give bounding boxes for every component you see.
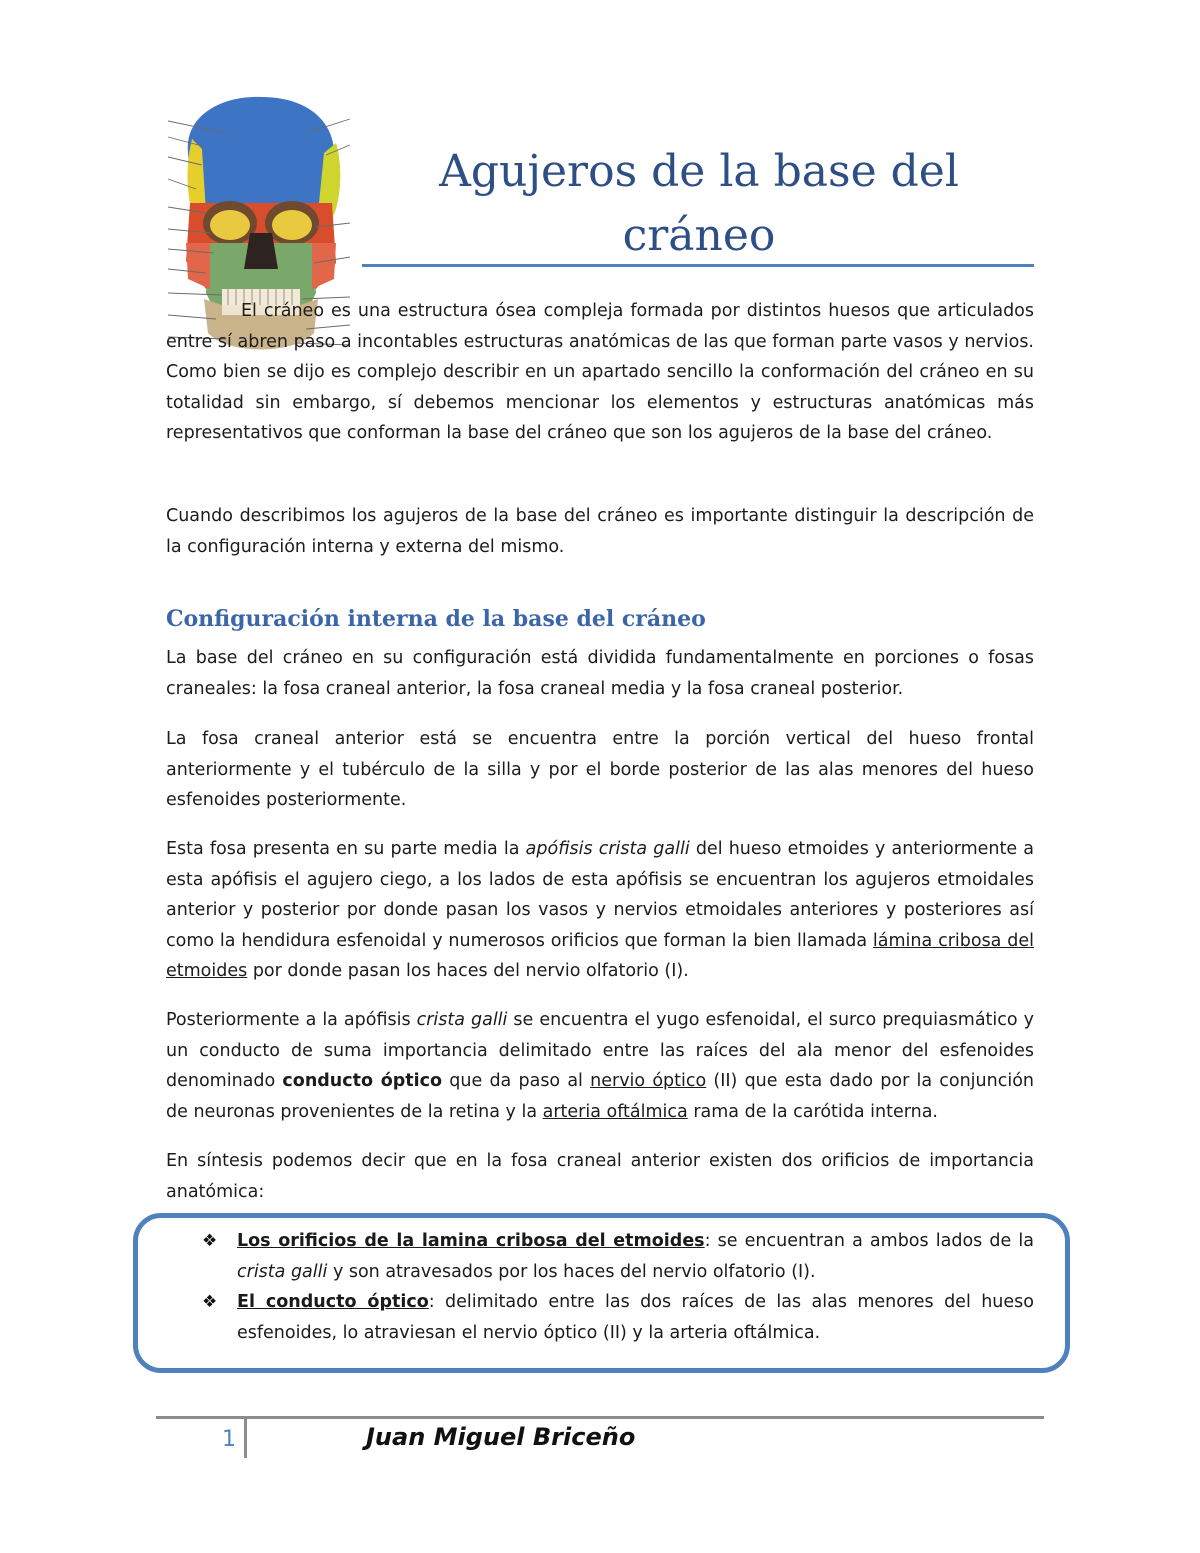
text-run: : delimitado entre las dos raíces de las alas menores del hueso esfenoides, lo atraviesan el nervio óptico (II) y la arteria oftálmica.: [237, 1292, 1034, 1343]
footer-divider: [244, 1416, 247, 1458]
synthesis-paragraph: En síntesis podemos decir que en la fosa craneal anterior existen dos orificios de importancia anatómica:: [166, 1151, 1034, 1202]
author-name: Juan Miguel Briceño: [366, 1423, 636, 1451]
list-item: [200, 1226, 1034, 1287]
crista-galli-paragraph: [166, 834, 1034, 987]
diamond-bullet-icon: ❖: [202, 1231, 218, 1251]
page-title: Agujeros de la base del cráneo: [439, 146, 959, 261]
underlined-term: nervio óptico: [590, 1071, 707, 1092]
text-run: se encuentra el yugo esfenoidal, el surco prequiasmático y un conducto de suma importancia delimitado entre las raíces del ala menor del esfenoides denominado: [166, 1010, 1034, 1092]
text-run: por donde pasan los haces del nervio olfatorio (I).: [247, 961, 689, 982]
text-run: y son atravesados por los haces del nervio olfatorio (I).: [327, 1261, 816, 1282]
underlined-term: arteria oftálmica: [542, 1101, 688, 1122]
title-underline: [362, 264, 1034, 267]
posterior-paragraph: [166, 1005, 1034, 1127]
describe-paragraph: Cuando describimos los agujeros de la base del cráneo es importante distinguir la descripción de la configuración interna y externa del mismo.: [166, 506, 1034, 557]
anterior-fossa-paragraph: La fosa craneal anterior está se encuentra entre la porción vertical del hueso frontal anteriormente y el tubérculo de la silla y por el borde posterior de las alas menores del hueso esfenoides posteriormente.: [166, 729, 1034, 811]
page-number: 1: [222, 1427, 236, 1452]
italic-term: apófisis crista galli: [525, 839, 690, 859]
bullet-label: El conducto óptico: [237, 1292, 429, 1313]
list-item: [200, 1287, 1034, 1348]
underlined-term: lámina cribosa del etmoides: [166, 930, 1034, 982]
intro-text: El cráneo es una estructura ósea compleja formada por distintos huesos que articulados entre sí abren paso a incontables estructuras anatómicas de las que forman parte vasos y nervios. Como bien se dijo es complejo describir en un apartado sencillo la conformación del cráneo en su totalidad sin embargo, sí debemos mencionar los elementos y estructuras anatómicas más representativos que conforman la base del cráneo que son los agujeros de la base del cráneo.: [166, 301, 1034, 444]
text-run: (II) que esta dado por la conjunción de neuronas provenientes de la retina y la: [166, 1071, 1034, 1122]
footer-rule: [156, 1416, 1044, 1419]
text-run: Esta fosa presenta en su parte media la: [166, 839, 526, 859]
bullet-label: Los orificios de la lamina cribosa del etmoides: [237, 1231, 705, 1251]
italic-term: crista galli: [416, 1010, 508, 1030]
text-run: del hueso etmoides y anteriormente a esta apófisis el agujero ciego, a los lados de esta apófisis se encuentran los agujeros etmoidales anterior y posterior por donde pasan los vasos y nervios etmoidales anteriores y posteriores así como la hendidura esfenoidal y numerosos orificios que forman la bien llamada: [166, 839, 1034, 951]
text-run: rama de la carótida interna.: [687, 1101, 938, 1122]
intro-paragraph: [166, 296, 1034, 449]
section-heading: Configuración interna de la base del cráneo: [166, 606, 706, 632]
bold-term: conducto óptico: [282, 1071, 443, 1092]
text-run: : se encuentran a ambos lados de la: [704, 1231, 1034, 1251]
diamond-bullet-icon: ❖: [202, 1292, 218, 1313]
text-run: Posteriormente a la apófisis: [166, 1010, 417, 1030]
fosas-paragraph: La base del cráneo en su configuración está dividida fundamentalmente en porciones o fosas craneales: la fosa craneal anterior, la fosa craneal media y la fosa craneal posterior.: [166, 648, 1034, 699]
text-run: que da paso al: [442, 1071, 591, 1092]
bullet-list: [200, 1226, 1034, 1348]
italic-term: crista galli: [237, 1261, 328, 1282]
